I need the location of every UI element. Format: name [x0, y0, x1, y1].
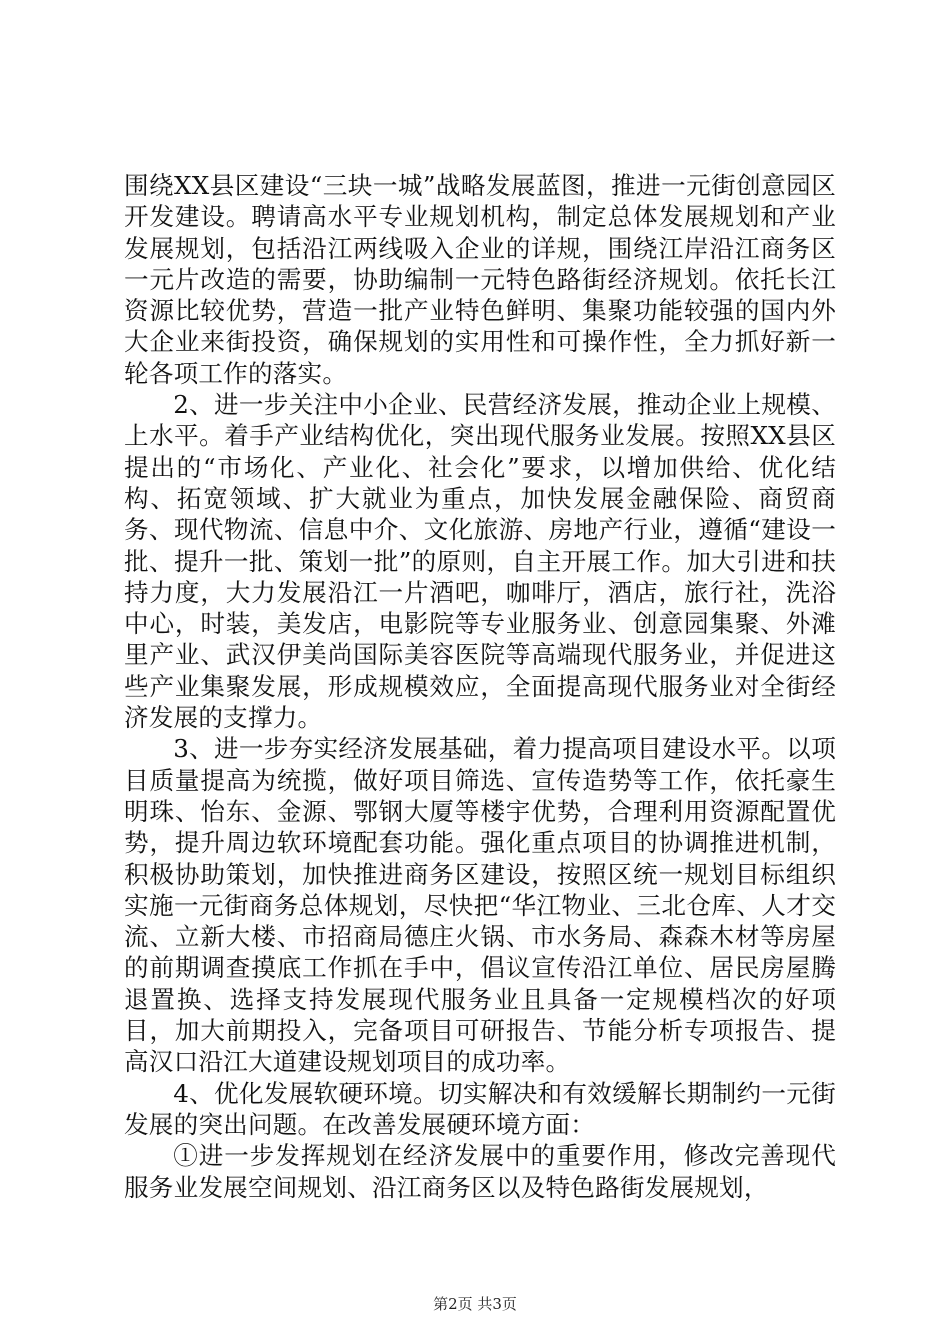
- paragraph-3: 3、进一步夯实经济发展基础，着力提高项目建设水平。以项目质量提高为统揽，做好项目筛选、宣传造势等工作，依托豪生明珠、怡东、金源、鄂钢大厦等楼宇优势，合理利用资源配置优势，提升周边软环境配套功能。强化重点项目的协调推进机制，积极协助策划，加快推进商务区建设，按照区统一规划目标组织实施一元街商务总体规划，尽快把“华江物业、三北仓库、人才交流、立新大楼、市招商局德庄火锅、市水务局、森森木材等房屋的前期调查摸底工作抓在手中，倡议宣传沿江单位、居民房屋腾退置换、选择支持发展现代服务业且具备一定规模档次的好项目，加大前期投入，完备项目可研报告、节能分析专项报告、提高汉口沿江大道建设规划项目的成功率。: [124, 734, 836, 1077]
- paragraph-5: ①进一步发挥规划在经济发展中的重要作用，修改完善现代服务业发展空间规划、沿江商务区以及特色路街发展规划，: [124, 1141, 836, 1202]
- paragraph-2: 2、进一步关注中小企业、民营经济发展，推动企业上规模、上水平。着手产业结构优化，突出现代服务业发展。按照XX县区提出的“市场化、产业化、社会化”要求，以增加供给、优化结构、拓宽领域、扩大就业为重点，加快发展金融保险、商贸商务、现代物流、信息中介、文化旅游、房地产行业，遵循“建设一批、提升一批、策划一批”的原则，自主开展工作。加大引进和扶持力度，大力发展沿江一片酒吧，咖啡厅，酒店，旅行社，洗浴中心，时装，美发店，电影院等专业服务业、创意园集聚、外滩里产业、武汉伊美尚国际美容医院等高端现代服务业，并促进这些产业集聚发展，形成规模效应，全面提高现代服务业对全街经济发展的支撑力。: [124, 390, 836, 733]
- paragraph-1: 围绕XX县区建设“三块一城”战略发展蓝图，推进一元街创意园区开发建设。聘请高水平专业规划机构，制定总体发展规划和产业发展规划，包括沿江两线吸入企业的详规，围绕江岸沿江商务区一元片改造的需要，协助编制一元特色路街经济规划。依托长江资源比较优势，营造一批产业特色鲜明、集聚功能较强的国内外大企业来街投资，确保规划的实用性和可操作性，全力抓好新一轮各项工作的落实。: [124, 171, 836, 388]
- page-footer: 第2页 共3页: [433, 1295, 517, 1313]
- document-body: [124, 170, 836, 1203]
- paragraph-4: 4、优化发展软硬环境。切实解决和有效缓解长期制约一元街发展的突出问题。在改善发展硬环境方面：: [124, 1078, 836, 1139]
